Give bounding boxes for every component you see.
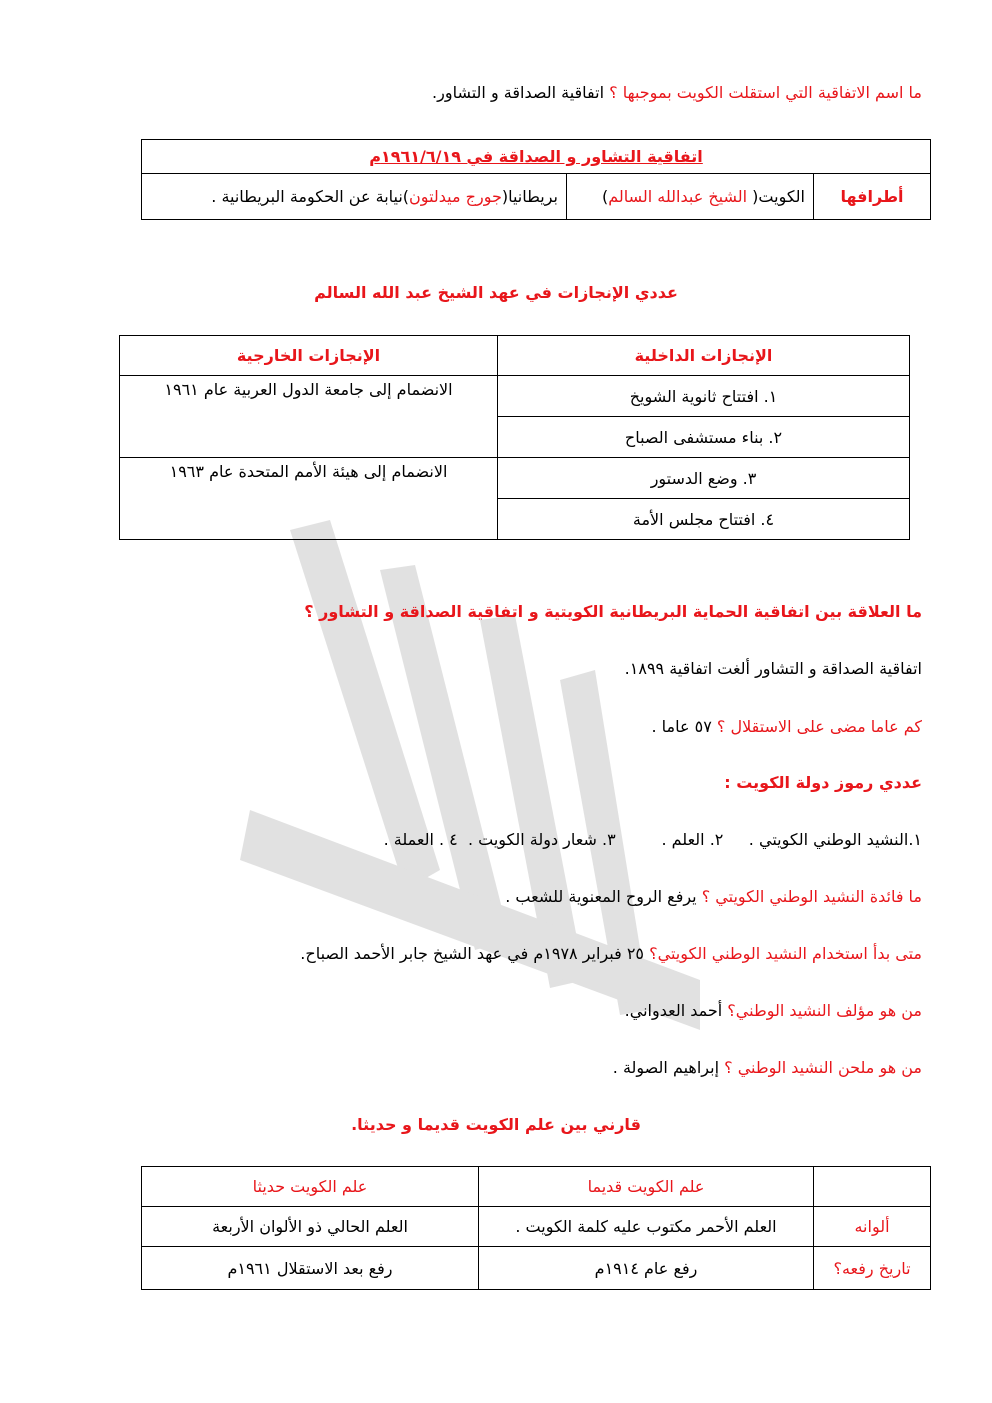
internal-item: ٣. وضع الدستور [498,458,910,499]
internal-header: الإنجازات الداخلية [498,336,910,376]
old-flag-date: رفع عام ١٩١٤م [479,1247,814,1290]
question-anthem-start: متى بدأ استخدام النشيد الوطني الكويتي؟ ٢٥ فبراير ١٩٧٨م في عهد الشيخ جابر الأحمد الصباح. [300,944,922,963]
row-label-date: تاريخ رفعه؟ [814,1247,931,1290]
empty-corner-cell [814,1167,931,1207]
question-symbols: عددي رموز دولة الكويت : [724,773,922,792]
flag-compare-table [141,1166,931,1290]
internal-item: ٤. افتتاح مجلس الأمة [498,499,910,540]
achievements-title: عددي الإنجازات في عهد الشيخ عبد الله السالم [314,283,678,302]
achievements-table [119,335,910,540]
external-item: الانضمام إلى هيئة الأمم المتحدة عام ١٩٦٣ [120,458,498,540]
external-header: الإنجازات الخارجية [120,336,498,376]
question-years: كم عاما مضى على الاستقلال ؟ ٥٧ عاما . [651,717,922,736]
question-anthem-benefit: ما فائدة النشيد الوطني الكويتي ؟ يرفع الروح المعنوية للشعب . [505,887,922,906]
row-label-colors: ألوانه [814,1207,931,1247]
answer-text: اتفاقية الصداقة و التشاور. [432,83,610,102]
question-anthem-composer: من هو ملحن النشيد الوطني ؟ إبراهيم الصولة . [612,1058,922,1077]
answer-symbols: ١.النشيد الوطني الكويتي . ٢. العلم . ٣. شعار دولة الكويت . ٤ . العملة . [383,830,922,849]
agreement-table [141,139,931,220]
old-flag-colors: العلم الأحمر مكتوب عليه كلمة الكويت . [479,1207,814,1247]
question-agreement [70,82,922,104]
new-flag-date: رفع بعد الاستقلال ١٩٦١م [142,1247,479,1290]
answer-relation: اتفاقية الصداقة و التشاور ألغت اتفاقية ١٨٩٩. [624,659,922,678]
party-britain: بريطانيا(جورج ميدلتون)نيابة عن الحكومة البريطانية . [142,174,567,220]
flag-compare-title: قارني بين علم الكويت قديما و حديثا. [351,1115,641,1134]
internal-item: ١. افتتاح ثانوية الشويخ [498,376,910,417]
new-flag-header: علم الكويت حديثا [142,1167,479,1207]
parties-label: أطرافها [814,174,931,220]
old-flag-header: علم الكويت قديما [479,1167,814,1207]
external-item: الانضمام إلى جامعة الدول العربية عام ١٩٦١ [120,376,498,458]
question-relation: ما العلاقة بين اتفاقية الحماية البريطانية الكويتية و اتفاقية الصداقة و التشاور ؟ [304,602,922,621]
agreement-table-title: اتفاقية التشاور و الصداقة في ١٩٦١/٦/١٩م [142,140,931,174]
question-anthem-author: من هو مؤلف النشيد الوطني؟ أحمد العدواني. [624,1001,922,1020]
party-kuwait: الكويت( الشيخ عبدالله السالم) [567,174,814,220]
internal-item: ٢. بناء مستشفى الصباح [498,417,910,458]
question-text: ما اسم الاتفاقية التي استقلت الكويت بموجبها ؟ [609,83,922,102]
new-flag-colors: العلم الحالي ذو الألوان الأربعة [142,1207,479,1247]
